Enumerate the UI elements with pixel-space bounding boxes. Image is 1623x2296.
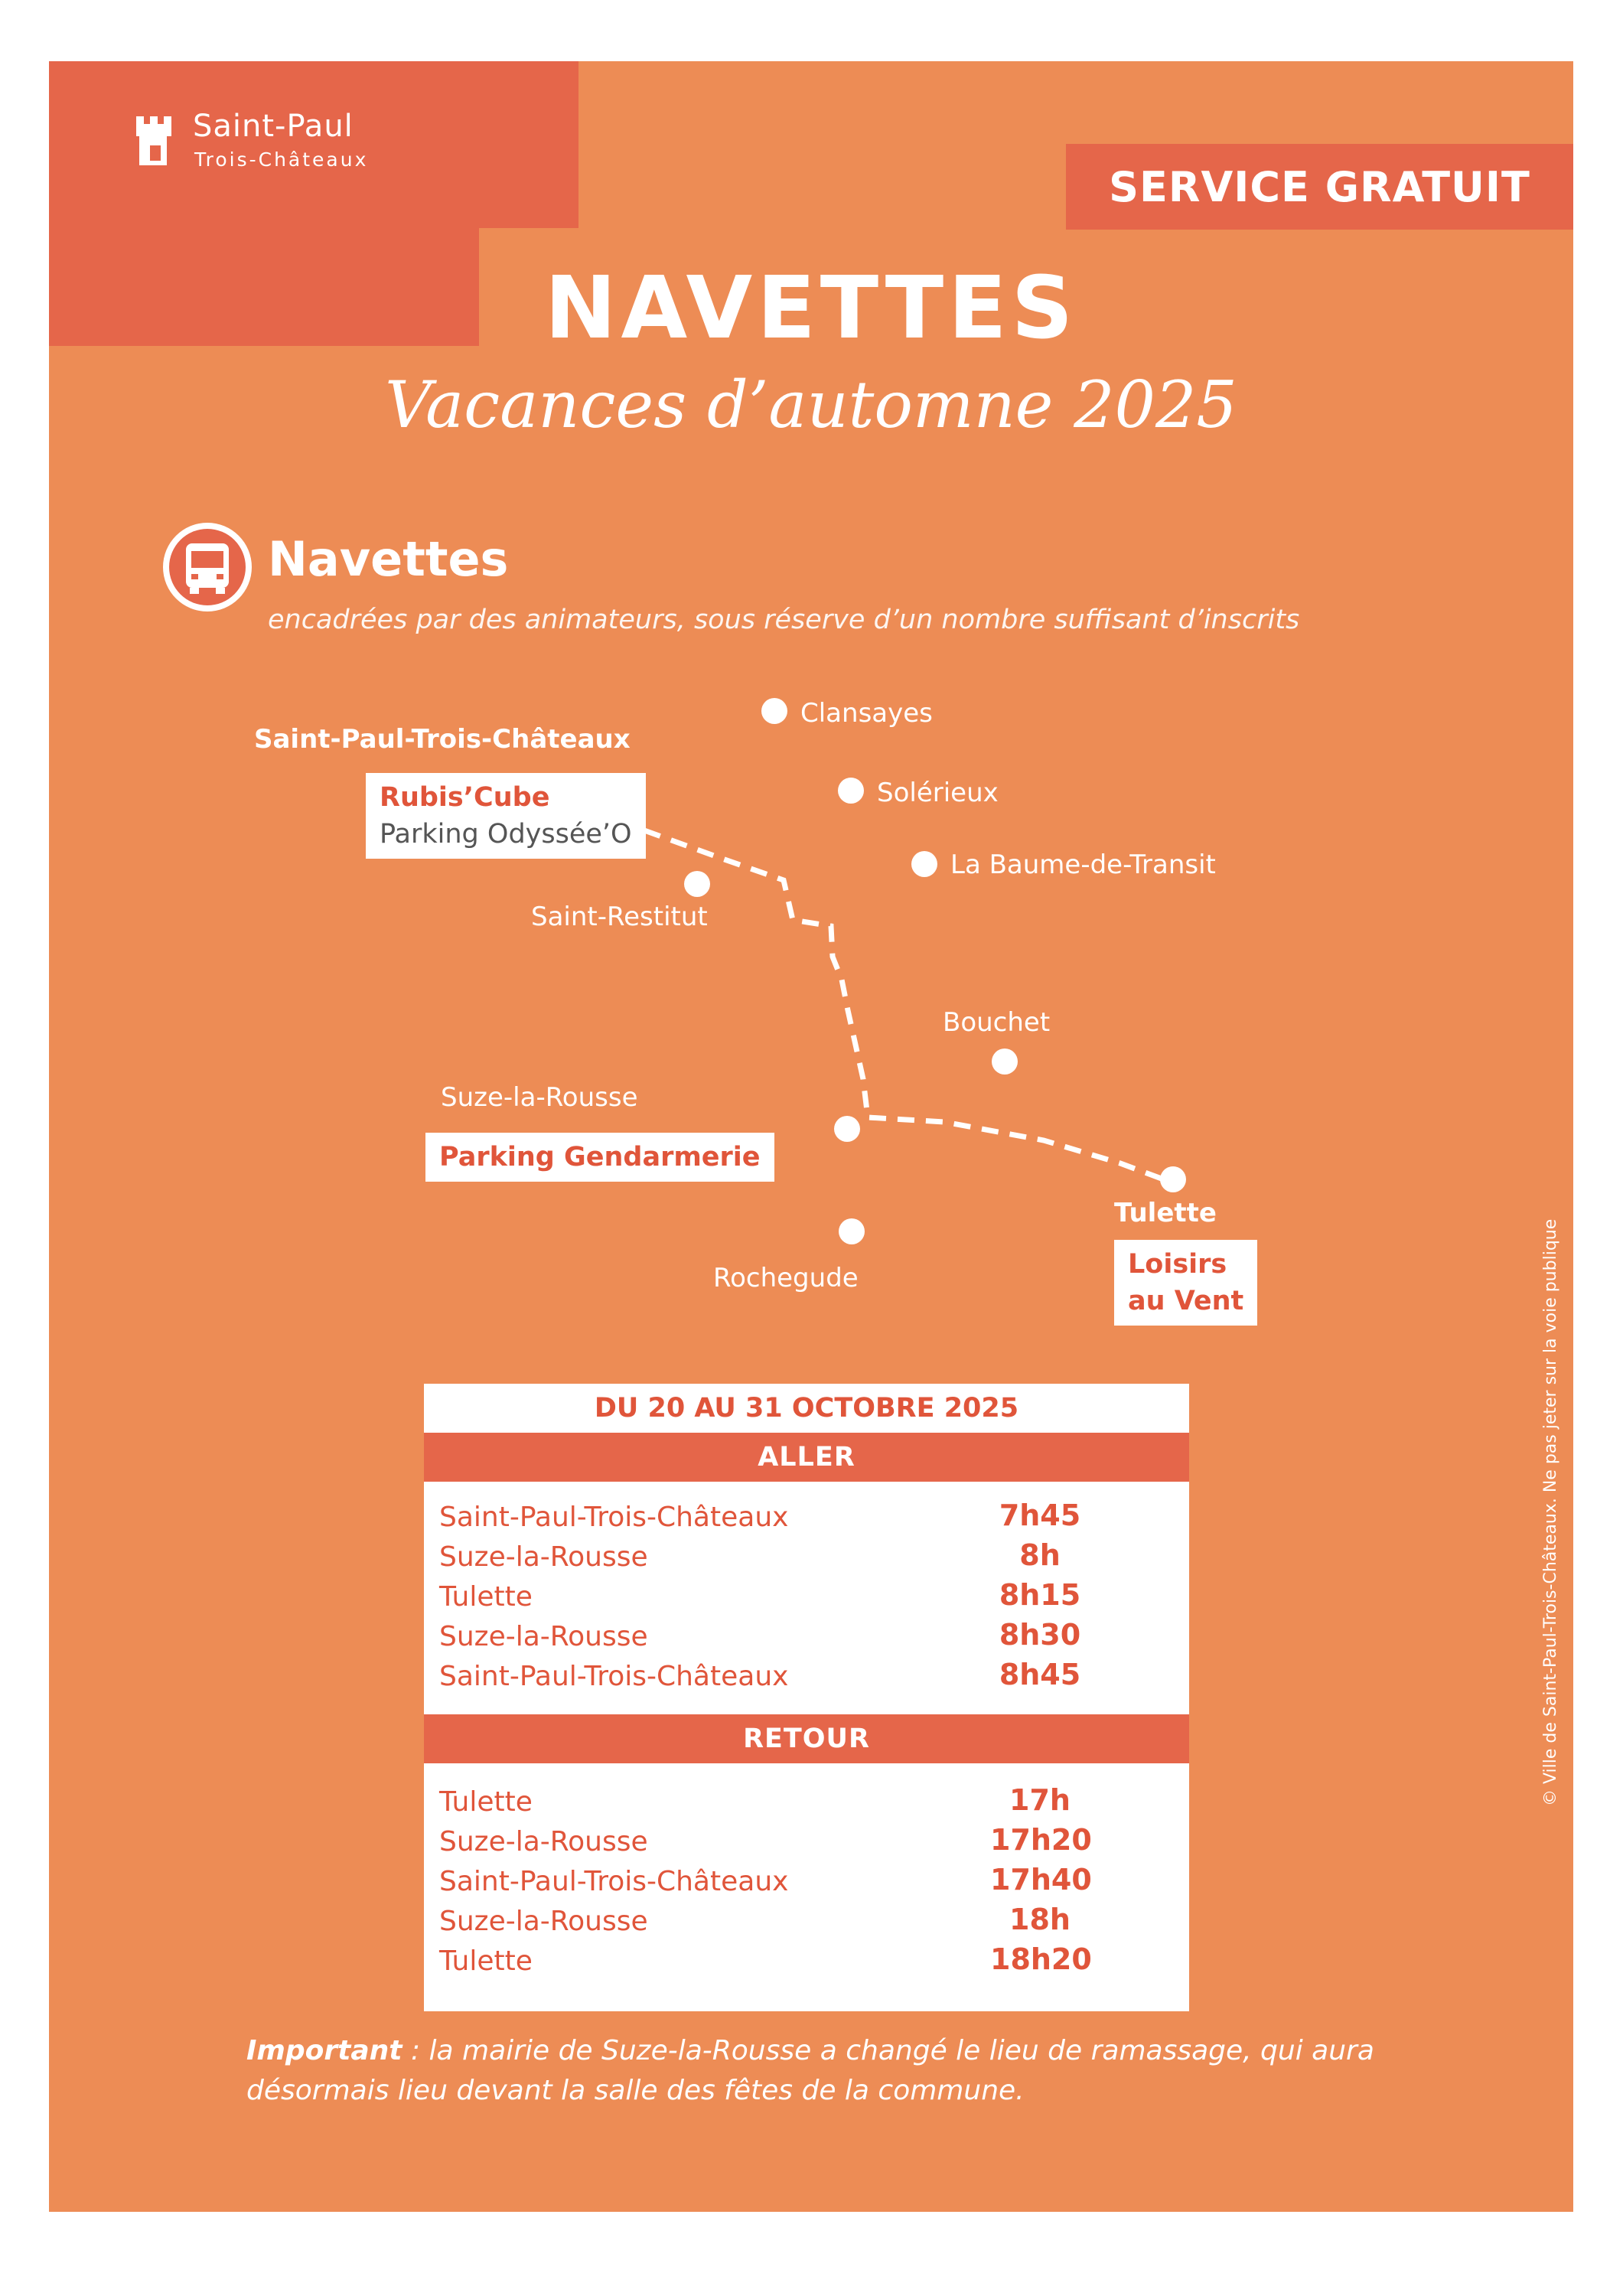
logo-name: Saint-Paul — [193, 109, 354, 144]
map-label-solerieux: Solérieux — [877, 778, 999, 808]
map-label-tulette: Tulette — [1114, 1198, 1217, 1228]
credit-text: © Ville de Saint-Paul-Trois-Châteaux. Ne pas jeter sur la voie publique — [1541, 1218, 1560, 1806]
row-stop: Suze-la-Rousse — [439, 1826, 648, 1857]
map-dot-suze — [834, 1116, 860, 1142]
page-subtitle: Vacances d’automne 2025 — [385, 367, 1237, 442]
map-dot-bouchet — [992, 1049, 1018, 1075]
row-stop: Saint-Paul-Trois-Châteaux — [439, 1661, 789, 1692]
stop-box-saint-paul — [366, 773, 646, 859]
row-time: 17h40 — [990, 1863, 1092, 1896]
row-stop: Suze-la-Rousse — [439, 1621, 648, 1652]
stop-box-tulette — [1114, 1240, 1257, 1326]
table-row — [424, 1658, 1189, 1698]
table-row — [424, 1578, 1189, 1618]
row-time: 8h15 — [999, 1578, 1081, 1612]
row-time: 8h30 — [999, 1618, 1081, 1652]
row-time: 7h45 — [999, 1499, 1081, 1532]
table-row — [424, 1863, 1189, 1903]
stop-box-suze — [425, 1133, 774, 1182]
stop-name-parking-gendarmerie: Parking Gendarmerie — [439, 1142, 761, 1172]
service-badge: SERVICE GRATUIT — [1066, 144, 1573, 230]
row-time: 17h20 — [990, 1823, 1092, 1857]
row-stop: Tulette — [439, 1945, 533, 1977]
map-label-saint-paul: Saint-Paul-Trois-Châteaux — [254, 724, 631, 755]
retour-header: RETOUR — [424, 1714, 1189, 1763]
row-stop: Saint-Paul-Trois-Châteaux — [439, 1866, 789, 1897]
map-label-clansayes: Clansayes — [800, 698, 933, 729]
row-time: 17h — [1009, 1783, 1071, 1817]
map-label-saint-restitut: Saint-Restitut — [531, 902, 708, 932]
logo-subtitle: Trois-Châteaux — [194, 148, 369, 171]
schedule-table — [424, 1384, 1189, 2011]
map-dot-solerieux — [838, 778, 864, 804]
poster — [49, 61, 1573, 2212]
map-label-rochegude: Rochegude — [713, 1263, 859, 1293]
row-time: 8h45 — [999, 1658, 1081, 1691]
map-dot-la-baume — [911, 851, 937, 877]
table-row — [424, 1499, 1189, 1538]
table-row — [424, 1903, 1189, 1942]
important-note — [246, 2031, 1394, 2111]
row-stop: Saint-Paul-Trois-Châteaux — [439, 1502, 789, 1533]
row-stop: Tulette — [439, 1581, 533, 1613]
map-dot-tulette — [1160, 1166, 1186, 1192]
map-dot-saint-restitut — [684, 871, 710, 897]
map-label-suze: Suze-la-Rousse — [441, 1082, 638, 1113]
table-row — [424, 1538, 1189, 1578]
row-time: 18h20 — [990, 1942, 1092, 1976]
table-row — [424, 1618, 1189, 1658]
table-row — [424, 1823, 1189, 1863]
map-dot-rochegude — [839, 1218, 865, 1244]
section-title: Navettes — [268, 531, 509, 587]
stop-name-loisirs: Loisirs — [1128, 1249, 1227, 1280]
map-dot-clansayes — [761, 698, 787, 724]
map-label-la-baume: La Baume-de-Transit — [950, 850, 1216, 880]
table-row — [424, 1942, 1189, 1982]
stop-detail-odyssee: Parking Odyssée’O — [380, 819, 632, 850]
page-title: NAVETTES — [544, 259, 1078, 358]
row-time: 18h — [1009, 1903, 1071, 1936]
map-label-bouchet: Bouchet — [943, 1007, 1051, 1038]
section-subtitle: encadrées par des animateurs, sous réserve d’un nombre suffisant d’inscrits — [268, 605, 1300, 635]
note-label: Important — [246, 2035, 402, 2066]
aller-header: ALLER — [424, 1433, 1189, 1482]
row-stop: Suze-la-Rousse — [439, 1906, 648, 1937]
table-row — [424, 1783, 1189, 1823]
row-stop: Tulette — [439, 1786, 533, 1818]
stop-name-au-vent: au Vent — [1128, 1286, 1244, 1316]
row-time: 8h — [1019, 1538, 1061, 1572]
note-text: : la mairie de Suze-la-Rousse a changé le lieu de ramassage, qui aura désormais lieu devant la salle des fêtes de la commune. — [246, 2035, 1374, 2106]
schedule-dates: DU 20 AU 31 OCTOBRE 2025 — [594, 1393, 1019, 1424]
stop-name-rubis-cube: Rubis’Cube — [380, 782, 550, 813]
row-stop: Suze-la-Rousse — [439, 1541, 648, 1573]
